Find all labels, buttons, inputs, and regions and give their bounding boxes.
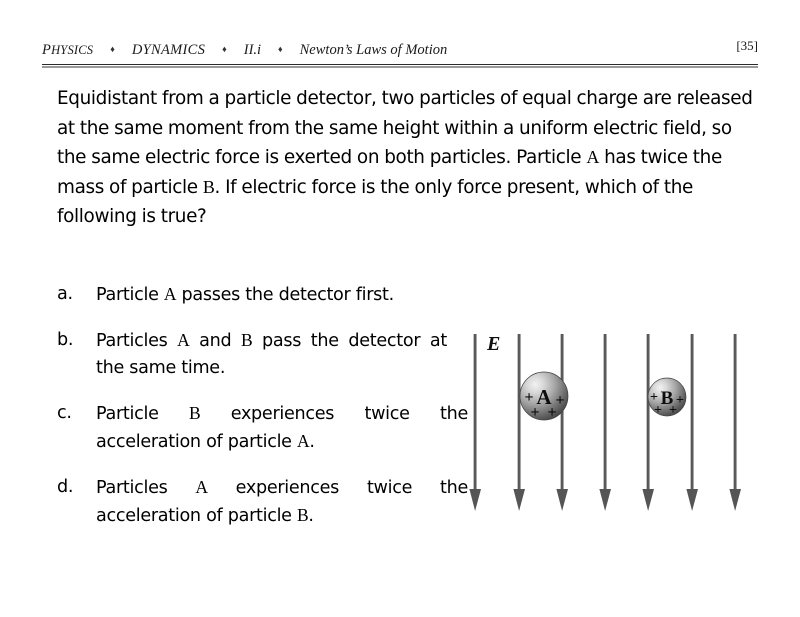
- choice-a-text-1: Particle: [96, 285, 164, 305]
- question-line-4b: has twice the mass of particle: [57, 147, 722, 198]
- header-topic: Newton’s Laws of Motion: [299, 42, 448, 58]
- question-line-4c: . If electric force is the only: [214, 176, 452, 198]
- choice-d-particle-1: A: [195, 476, 208, 497]
- choice-b-text-1: Particles: [96, 330, 178, 351]
- page-number: [35]: [736, 38, 758, 53]
- question-line-3: electric field, so the same electric force is exerted on both particles.: [57, 117, 732, 168]
- header-separator-1: ♦: [110, 44, 115, 54]
- particle-a-label: A: [536, 385, 552, 409]
- choice-c-text-1: Particle: [96, 403, 189, 424]
- particle-b-charge-3: +: [654, 403, 662, 418]
- question-line-4a: Particle: [516, 147, 587, 168]
- answer-choice-b[interactable]: [57, 327, 447, 383]
- particle-a-charge-3: +: [530, 404, 540, 421]
- particle-b-charge-1: +: [650, 390, 658, 405]
- header-separator-2: ♦: [222, 44, 227, 54]
- particle-b-label: B: [660, 388, 674, 409]
- field-line-7: [729, 334, 741, 511]
- question-stem: [57, 84, 757, 232]
- field-lines-group: [469, 334, 741, 511]
- particle-label-a: A: [586, 147, 600, 167]
- question-line-1: Equidistant from a particle detector, two particles of equal charge are: [57, 88, 672, 109]
- answer-choice-a[interactable]: [57, 281, 447, 310]
- header-course-rest: HYSICS: [51, 43, 94, 57]
- header-course-initial: P: [42, 42, 52, 58]
- choice-c-text-2: experiences twice the acceleration of particle: [96, 403, 468, 452]
- field-line-4: [599, 334, 611, 511]
- particle-a-charge-2: +: [555, 392, 565, 409]
- header-section: II.i: [243, 42, 262, 58]
- choice-b-particle-2: B: [240, 329, 253, 350]
- field-line-6: [686, 334, 698, 511]
- particle-a-charge-4: +: [547, 404, 557, 421]
- choice-b-text-3: pass the detector at the same time.: [96, 330, 447, 378]
- choice-a-text-2: passes the detector first.: [176, 285, 394, 305]
- particle-b: [648, 378, 686, 418]
- choice-b-particle-1: A: [177, 329, 190, 350]
- header-rule-dark: [42, 64, 758, 65]
- field-line-5: [642, 334, 654, 511]
- choice-marker-b: b.: [57, 329, 74, 350]
- field-line-1: [469, 334, 481, 511]
- question-line-2: released at the same moment from the same height within a uniform: [57, 88, 753, 139]
- choice-c-particle-1: B: [188, 402, 201, 423]
- choice-d-particle-2: B: [296, 505, 309, 525]
- choice-b-text-2: and: [189, 330, 241, 351]
- answer-choice-d[interactable]: [57, 474, 468, 531]
- choice-marker-d: d.: [57, 476, 74, 497]
- particle-b-charge-2: +: [676, 393, 684, 408]
- particle-a-charge-1: +: [524, 389, 534, 406]
- particle-b-charge-4: +: [669, 403, 677, 418]
- running-header: [42, 42, 758, 64]
- choice-c-text-3: .: [309, 432, 315, 452]
- particle-label-b: B: [202, 176, 215, 197]
- choice-d-text-2: experiences twice the acceleration of particle: [96, 477, 469, 526]
- choice-a-particle-1: A: [163, 284, 177, 304]
- field-line-2: [513, 334, 525, 511]
- choice-marker-c: c.: [57, 402, 72, 423]
- question-line-5: force present, which of the following is true?: [57, 176, 693, 227]
- choice-d-text-3: .: [308, 506, 314, 526]
- electric-field-diagram: [460, 318, 780, 523]
- header-separator-3: ♦: [278, 44, 283, 54]
- field-label-E: E: [487, 333, 501, 355]
- answer-choice-c[interactable]: [57, 400, 468, 457]
- choice-c-particle-2: A: [296, 431, 310, 451]
- header-unit: DYNAMICS: [131, 42, 206, 58]
- header-course: [42, 42, 93, 59]
- choice-d-text-1: Particles: [96, 477, 196, 498]
- choice-marker-a: a.: [57, 284, 73, 304]
- field-line-3: [556, 334, 568, 511]
- answer-choice-list: [57, 281, 469, 531]
- header-rule-light: [42, 66, 758, 68]
